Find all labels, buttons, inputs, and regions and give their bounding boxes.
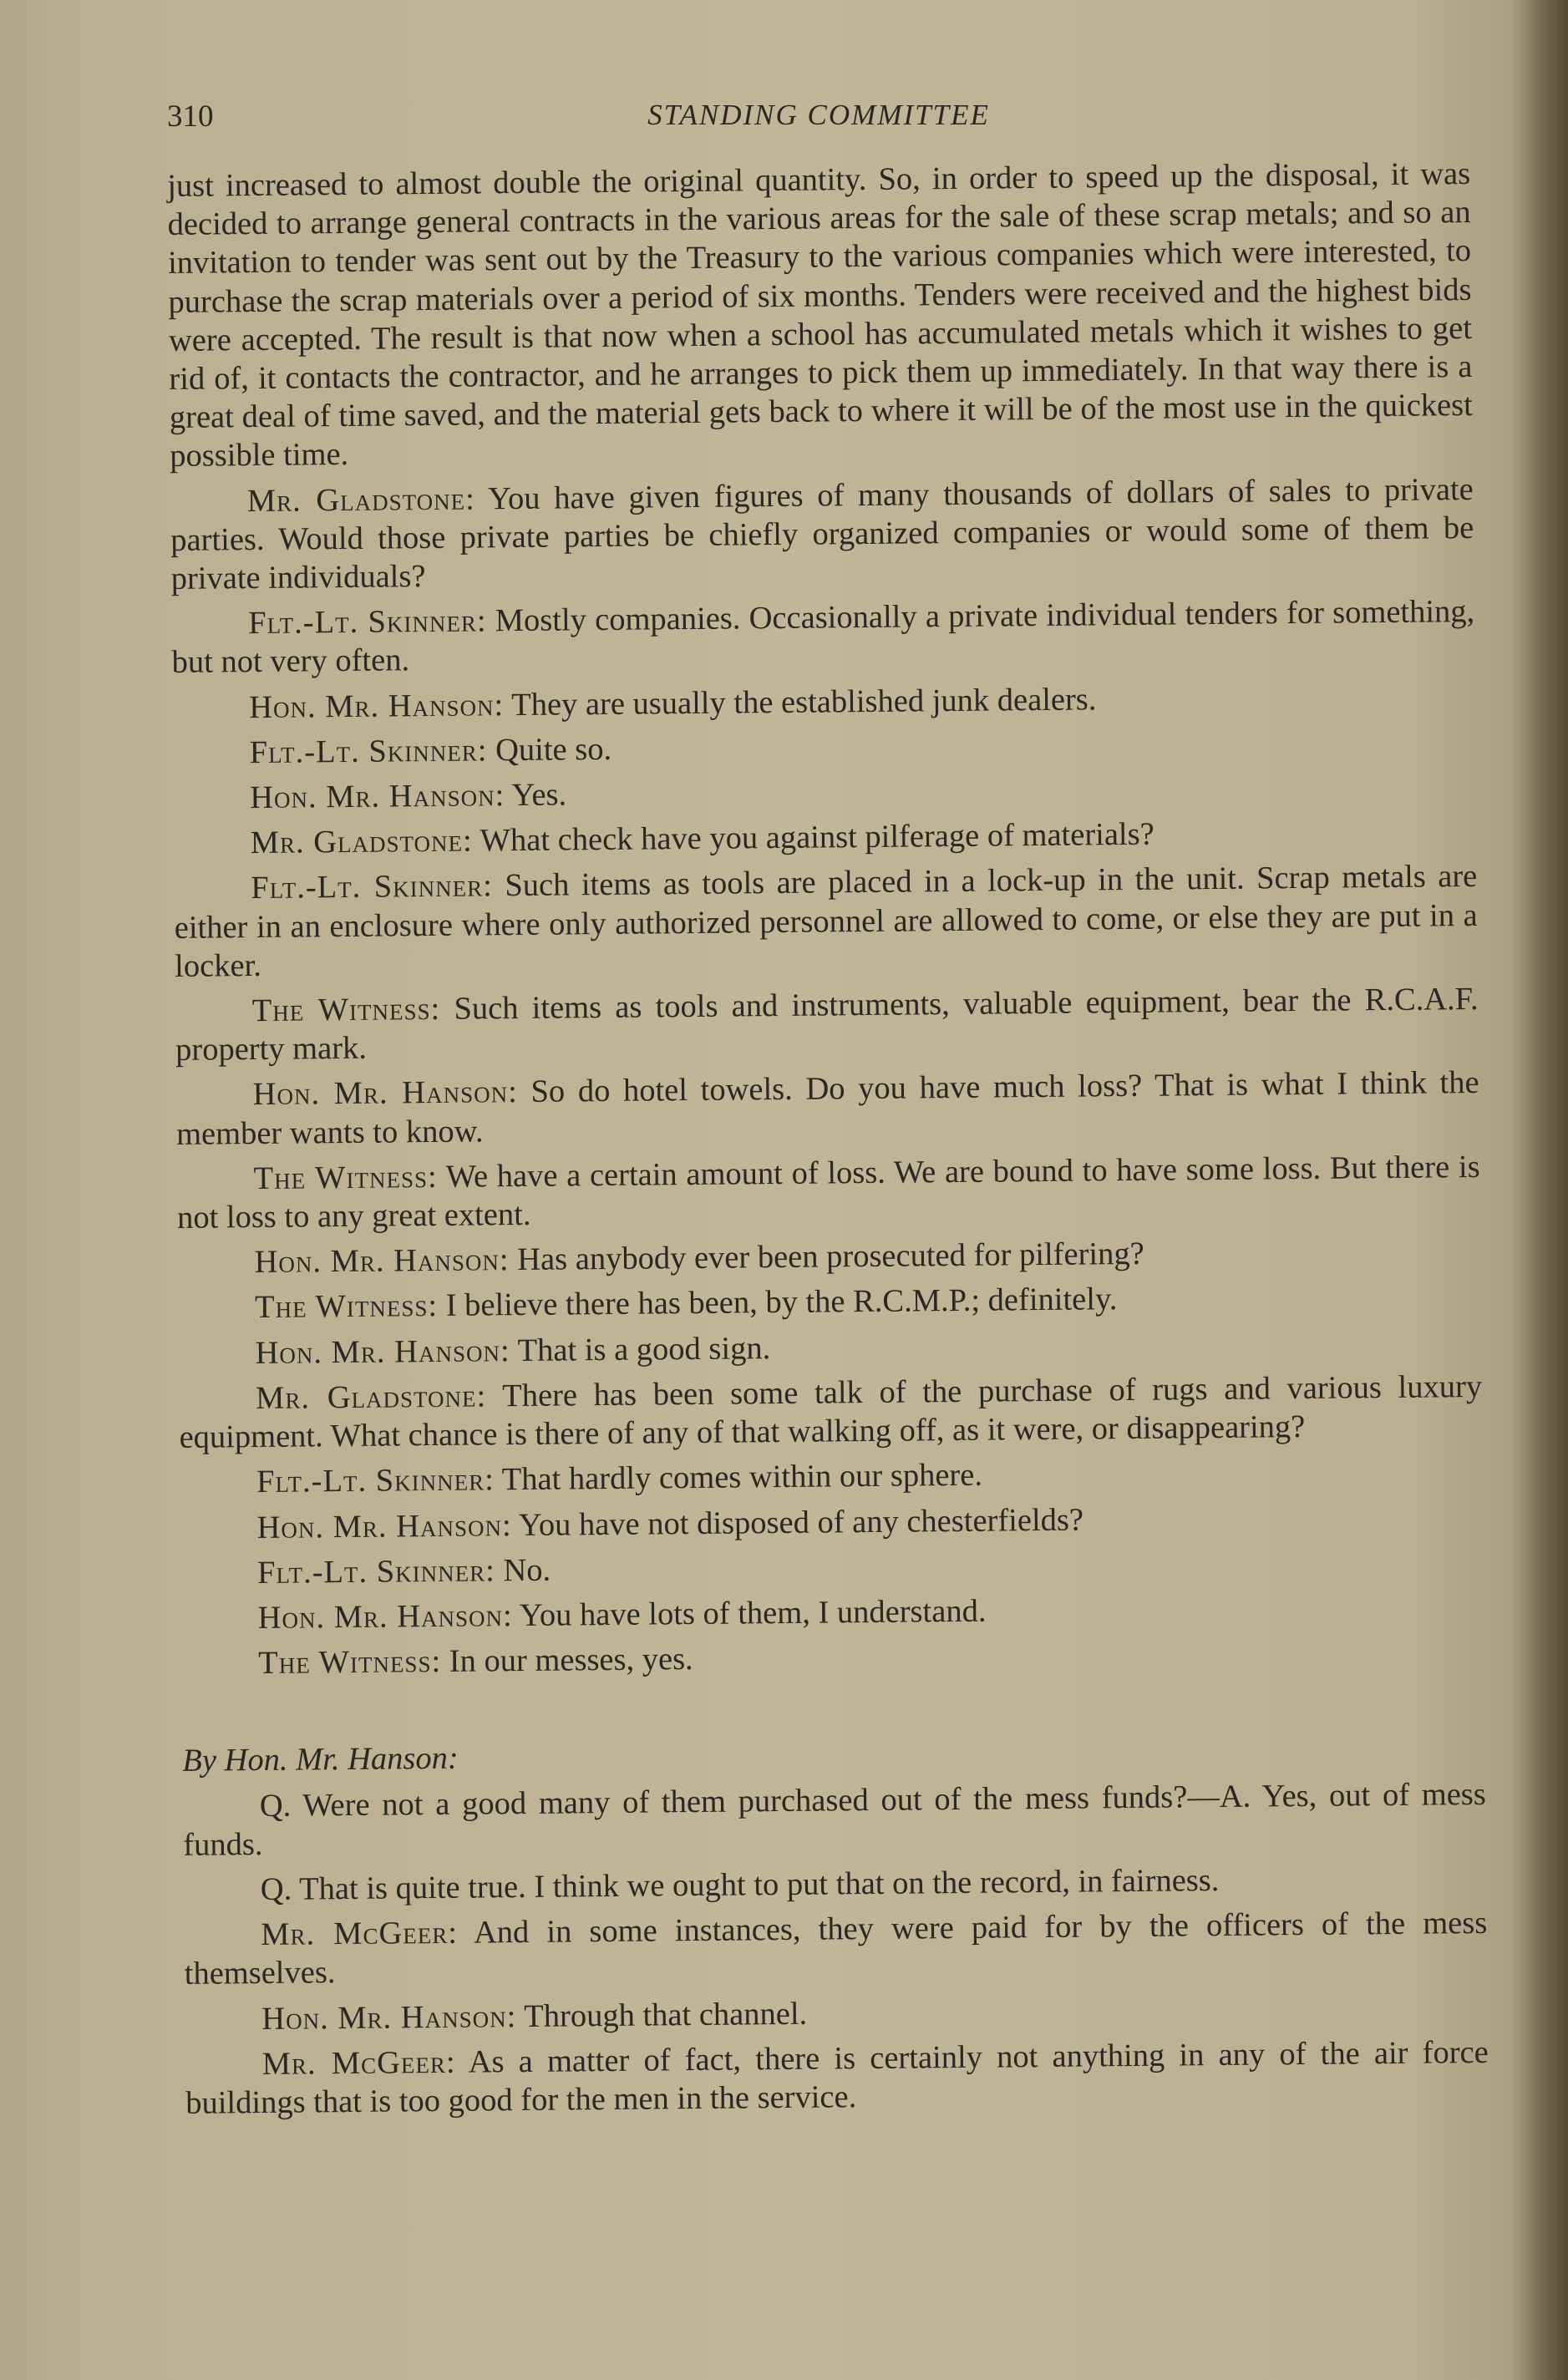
paragraph-text: just increased to almost double the original quantity. So, in order to speed up the disposal, it was decided to arrange general contracts in the various areas for the sale of these scrap metals; and so an invitation to tender was sent out by the Treasury to the various companies which were interested, to purchase the scrap materials over a period of six months. Tenders were received and the highest bids were accepted. The result is that now when a school has accumulated metals which it wishes to get rid of, it contacts the contractor, and he arranges to pick them up immediately. In that way there is a great deal of time saved, and the material gets back to where it will be of the most use in the quickest possible time. bbox=[167, 156, 1474, 474]
speaker-name: Hon. Mr. Hanson: bbox=[250, 778, 505, 816]
transcript-body bbox=[167, 155, 1489, 2123]
paragraph-text: Has anybody ever been prosecuted for pilfering? bbox=[517, 1236, 1144, 1278]
page-edge-shadow bbox=[1510, 0, 1568, 2380]
speaker-name: Flt.-Lt. Skinner: bbox=[249, 733, 488, 770]
paragraph-text: Such items as tools are placed in a lock-up in the unit. Scrap metals are either in an enclosure where only authorized personnel are allowed to come, or else they are put in a locker. bbox=[174, 859, 1478, 984]
paragraph bbox=[174, 812, 1477, 863]
speaker-name: The Witness: bbox=[254, 1288, 439, 1326]
paragraph-text: Q. That is quite true. I think we ought to put that on the record, in fairness. bbox=[260, 1862, 1220, 1907]
paragraph-text: They are usually the established junk dealers. bbox=[510, 681, 1097, 723]
paragraph bbox=[176, 1148, 1480, 1237]
paragraph-text: Through that channel. bbox=[524, 1996, 808, 2034]
question-answer bbox=[183, 1774, 1487, 1864]
paragraph bbox=[175, 980, 1479, 1069]
question-answer bbox=[184, 1859, 1487, 1910]
speaker-name: Flt.-Lt. Skinner: bbox=[251, 868, 494, 906]
paragraph-text: Mostly companies. Occasionally a private individual tenders for something, but not very often. bbox=[171, 594, 1475, 681]
examiner-heading: By Hon. Mr. Hanson: bbox=[182, 1741, 459, 1779]
paragraph bbox=[167, 155, 1473, 476]
paragraph-text: Q. Were not a good many of them purchased out of the mess funds?—A. Yes, out of mess funds. bbox=[183, 1776, 1486, 1863]
speaker-name: Hon. Mr. Hanson: bbox=[249, 687, 505, 725]
paragraph-text: In our messes, yes. bbox=[449, 1642, 693, 1679]
speaker-name: The Witness: bbox=[257, 1644, 442, 1682]
speaker-name: Hon. Mr. Hanson: bbox=[255, 1332, 510, 1371]
paragraph-text: That is a good sign. bbox=[517, 1330, 771, 1368]
paragraph-text: Yes. bbox=[511, 777, 567, 814]
speaker-name: Flt.-Lt. Skinner: bbox=[256, 1553, 496, 1591]
paragraph bbox=[174, 857, 1478, 986]
page-number: 310 bbox=[167, 99, 214, 134]
paragraph-text: So do hotel towels. Do you have much loss? That is what I think the member wants to know. bbox=[175, 1065, 1479, 1152]
paragraph-text: We have a certain amount of loss. We are bound to have some loss. But there is not loss to any great extent. bbox=[176, 1149, 1480, 1236]
paragraph bbox=[184, 1904, 1488, 1993]
paragraph bbox=[173, 767, 1476, 818]
speaker-name: Hon. Mr. Hanson: bbox=[256, 1507, 512, 1545]
speaker-name: Mr. Gladstone: bbox=[255, 1378, 487, 1416]
speaker-name: Mr. Gladstone: bbox=[250, 823, 473, 861]
speaker-name: Hon. Mr. Hanson: bbox=[257, 1598, 513, 1636]
paragraph bbox=[170, 470, 1474, 599]
paragraph-text: What check have you against pilferage of materials? bbox=[480, 816, 1154, 859]
paragraph-text: Such items as tools and instruments, valuable equipment, bear the R.C.A.F. property mark. bbox=[175, 982, 1479, 1068]
speaker-name: Mr. McGeer: bbox=[261, 1915, 459, 1953]
paragraph-text: You have given figures of many thousands of dollars of sales to private parties. Would those private parties be chiefly organized companies or would some of them be private individuals? bbox=[170, 471, 1474, 597]
paragraph bbox=[180, 1496, 1483, 1547]
paragraph bbox=[177, 1231, 1480, 1282]
paragraph bbox=[175, 1063, 1479, 1153]
paragraph bbox=[180, 1451, 1483, 1502]
paragraph bbox=[173, 722, 1476, 773]
paragraph-text: I believe there has been, by the R.C.M.P.; definitely. bbox=[445, 1281, 1118, 1324]
paragraph-text: There has been some talk of the purchase of rugs and various luxury equipment. What chance is there of any of that walking off, as it were, or disappearing? bbox=[179, 1368, 1483, 1456]
speaker-name: Hon. Mr. Hanson: bbox=[254, 1242, 510, 1281]
paragraph bbox=[181, 1632, 1484, 1683]
paragraph-text: That hardly comes within our sphere. bbox=[501, 1458, 983, 1498]
paragraph bbox=[185, 2033, 1489, 2123]
paragraph-text: No. bbox=[503, 1552, 551, 1588]
paragraph-text: You have lots of them, I understand. bbox=[519, 1593, 987, 1633]
speaker-name: Mr. Gladstone: bbox=[246, 481, 476, 519]
paragraph bbox=[178, 1276, 1481, 1327]
paragraph bbox=[171, 592, 1475, 682]
paragraph bbox=[180, 1542, 1484, 1593]
paragraph-text: As a matter of fact, there is certainly not anything in any of the air force buildings that is too good for the men in the service. bbox=[185, 2034, 1489, 2121]
speaker-name: Hon. Mr. Hanson: bbox=[261, 1998, 517, 2037]
running-title: STANDING COMMITTEE bbox=[647, 99, 990, 131]
paragraph-text: And in some instances, they were paid for by the officers of the mess themselves. bbox=[184, 1906, 1488, 1992]
paragraph bbox=[180, 1587, 1484, 1638]
speaker-name: Flt.-Lt. Skinner: bbox=[256, 1462, 495, 1500]
speaker-name: The Witness: bbox=[253, 1159, 438, 1196]
paragraph bbox=[178, 1322, 1481, 1373]
paragraph bbox=[172, 677, 1475, 728]
speaker-name: Flt.-Lt. Skinner: bbox=[248, 603, 487, 642]
paragraph-text: Quite so. bbox=[495, 731, 612, 769]
page-header bbox=[167, 99, 1470, 149]
speaker-name: The Witness: bbox=[251, 991, 441, 1029]
paragraph bbox=[179, 1368, 1483, 1457]
speaker-name: Hon. Mr. Hanson: bbox=[252, 1074, 519, 1113]
paragraph-text: You have not disposed of any chesterfields? bbox=[518, 1502, 1084, 1543]
speaker-name: Mr. McGeer: bbox=[261, 2044, 456, 2082]
paragraph bbox=[185, 1987, 1488, 2038]
